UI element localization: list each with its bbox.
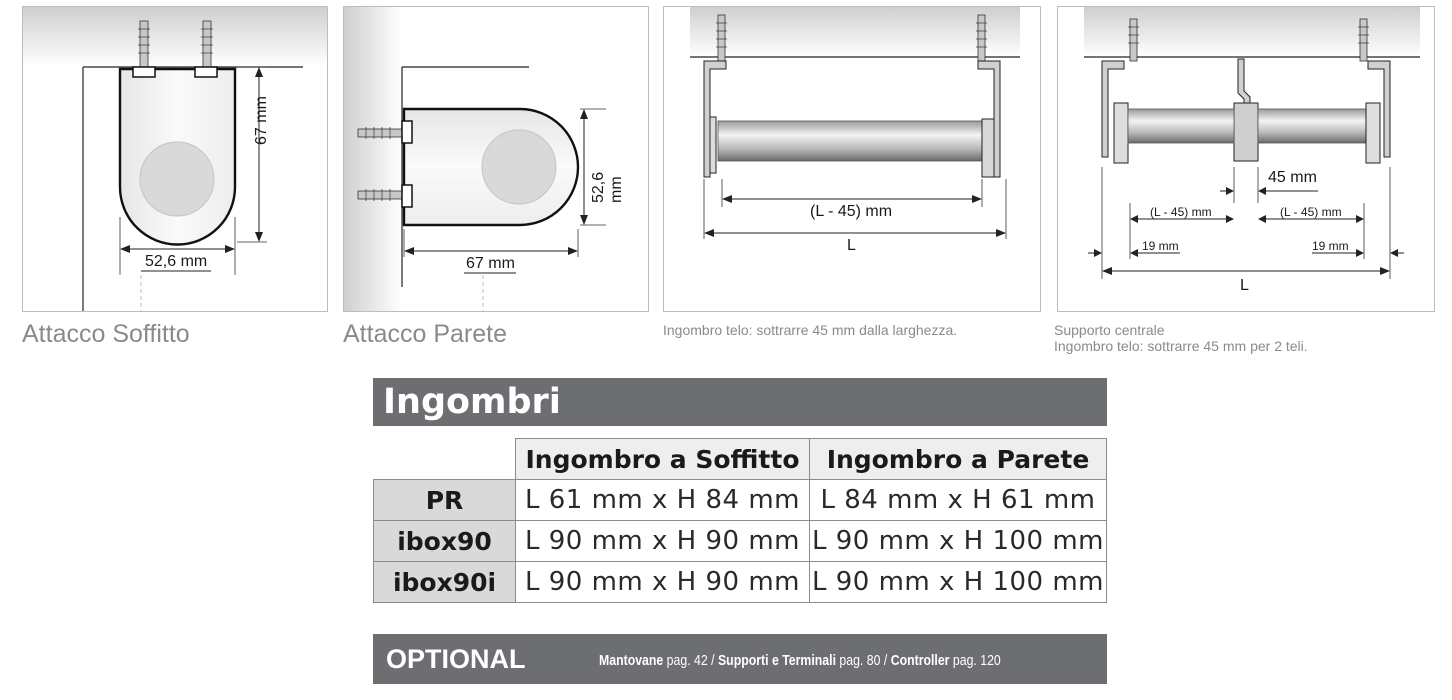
ingombri-title: Ingombri (383, 382, 561, 422)
table-header-row (374, 439, 1107, 480)
diagram-single-roller (663, 6, 1041, 312)
ceiling-width-dim: 52,6 mm (145, 253, 208, 270)
col-header-parete: Ingombro a Parete (810, 439, 1107, 480)
wall-width-dim: 67 mm (466, 255, 515, 272)
ref-supporti-name[interactable]: Supporti e Terminali (717, 652, 836, 669)
table-row (374, 521, 1107, 562)
ref-controller-page: pag. 120 (952, 652, 1001, 669)
cell-parete: L 90 mm x H 100 mm (810, 521, 1107, 562)
wall-height-dim: 52,6 mm (590, 171, 625, 203)
double-left-dim: (L - 45) mm (1150, 205, 1212, 219)
ingombri-header-band (373, 378, 1107, 426)
optional-band (373, 634, 1107, 684)
table-corner (374, 439, 516, 480)
ref-mantovane-name[interactable]: Mantovane (599, 652, 664, 669)
cell-parete: L 84 mm x H 61 mm (810, 480, 1107, 521)
optional-title: OPTIONAL (386, 644, 526, 674)
ingombri-table (373, 438, 1107, 603)
single-roller-caption: Ingombro telo: sottrarre 45 mm dalla larghezza. (663, 322, 958, 338)
row-header-model: ibox90 (374, 521, 516, 562)
ref-supporti-page: pag. 80 (839, 652, 881, 669)
double-left-end-dim: 19 mm (1142, 239, 1179, 253)
ref-controller-name[interactable]: Controller (890, 652, 950, 669)
wall-mount-caption: Attacco Parete (343, 320, 507, 348)
double-roller-caption-2: Ingombro telo: sottrarre 45 mm per 2 teli. (1054, 338, 1308, 354)
single-total-dim: L (847, 237, 856, 254)
table-row (374, 562, 1107, 603)
diagram-ceiling-mount (22, 6, 328, 312)
single-inner-dim: (L - 45) mm (810, 203, 893, 220)
diagram-wall-mount (343, 6, 649, 312)
ref-separator: / (707, 652, 718, 669)
ceiling-mount-caption: Attacco Soffitto (22, 320, 190, 348)
double-total-dim: L (1240, 277, 1249, 294)
diagram-double-roller (1057, 6, 1435, 312)
double-center-dim: 45 mm (1268, 169, 1317, 186)
row-header-model: ibox90i (374, 562, 516, 603)
cell-soffitto: L 90 mm x H 90 mm (516, 521, 810, 562)
ref-separator: / (880, 652, 891, 669)
double-right-end-dim: 19 mm (1312, 239, 1349, 253)
double-roller-caption-1: Supporto centrale (1054, 322, 1165, 338)
ceiling-height-dim: 67 mm (253, 96, 270, 145)
cell-parete: L 90 mm x H 100 mm (810, 562, 1107, 603)
cell-soffitto: L 90 mm x H 90 mm (516, 562, 810, 603)
double-right-dim: (L - 45) mm (1280, 205, 1342, 219)
row-header-model: PR (374, 480, 516, 521)
table-row (374, 480, 1107, 521)
cell-soffitto: L 61 mm x H 84 mm (516, 480, 810, 521)
ref-mantovane-page: pag. 42 (666, 652, 708, 669)
optional-refs (599, 652, 1001, 669)
col-header-soffitto: Ingombro a Soffitto (516, 439, 810, 480)
